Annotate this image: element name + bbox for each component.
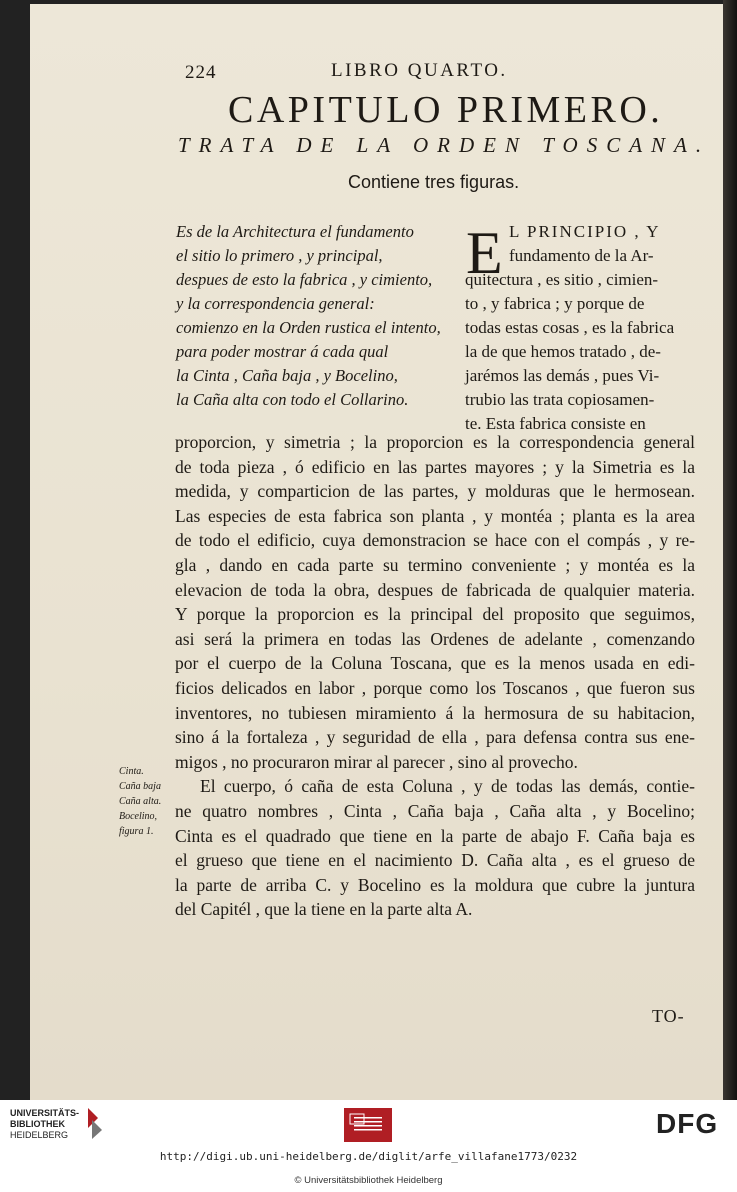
library-emblem-icon — [86, 1106, 104, 1140]
verse-line: la Cinta , Caña baja , y Bocelino, — [176, 366, 398, 385]
library-name-2: BIBLIOTHEK — [10, 1119, 65, 1129]
text-line: por el cuerpo de la Coluna Toscana, que es la menos usada en edi- — [175, 653, 695, 674]
text-line: el grueso que tiene en el nacimiento D. Caña alta , es el grueso de — [175, 850, 695, 871]
permalink[interactable]: http://digi.ub.uni-heidelberg.de/diglit/arfe_villafane1773/0232 — [159, 1150, 578, 1163]
text-line: sino á la fortaleza , y seguridad de ella , para defensa contra sus ene- — [175, 727, 695, 748]
marginal-notes — [119, 764, 161, 839]
verse-line: Es de la Architectura el fundamento — [176, 222, 414, 241]
marginal-note: Caña alta. — [119, 796, 162, 807]
text-line: Las especies de esta fabrica son planta , y montéa ; planta es la area — [175, 505, 695, 526]
text-line: trubio las trata copiosamen- — [465, 390, 655, 409]
text-line: de todo el edificio, cuya demonstracion se hace con el compás , y re- — [175, 530, 695, 551]
library-logo[interactable] — [10, 1108, 79, 1141]
marginal-note: figura 1. — [119, 826, 154, 837]
project-logo-icon[interactable] — [344, 1108, 392, 1142]
text-line: quitectura , es sitio , cimien- — [465, 270, 659, 289]
text-line: to , y fabrica ; y porque de — [465, 294, 645, 313]
text-line: ne quatro nombres , Cinta , Caña baja , Caña alta , y Bocelino; — [175, 800, 695, 821]
verse-epigraph — [176, 220, 441, 412]
running-head: LIBRO QUARTO. — [331, 60, 508, 81]
text-line: la de que hemos tratado , de- — [465, 342, 661, 361]
text-line: migos , no procuraron mirar al parecer , sino al provecho. — [175, 751, 578, 772]
text-line: asi será la primera en todas las Ordenes de adelante , comenzando — [175, 628, 695, 649]
drop-cap: E — [466, 220, 503, 286]
verse-line: despues de esto la fabrica , y cimiento, — [176, 270, 433, 289]
funder-logo[interactable]: DFG — [656, 1108, 719, 1139]
verse-line: comienzo en la Orden rustica el intento, — [176, 318, 441, 337]
verse-line: y la correspondencia general: — [176, 294, 375, 313]
copyright: © Universitätsbibliothek Heidelberg — [294, 1175, 443, 1186]
text-line: jarémos las demás , pues Vi- — [465, 366, 660, 385]
catchword: TO- — [652, 1006, 685, 1026]
marginal-note: Caña baja — [119, 781, 161, 792]
figure-note: Contiene tres figuras. — [348, 172, 520, 192]
body-text — [175, 430, 695, 922]
page-number: 224 — [185, 62, 217, 83]
text-line: elevacion de toda la obra, despues de fabricada de qualquier materia. — [175, 579, 695, 600]
text-line: gla , dando en cada parte su termino conveniente ; y montéa es la — [175, 554, 695, 575]
marginal-note: Cinta. — [119, 766, 144, 777]
text-line: fundamento de la Ar- — [509, 246, 654, 265]
verse-line: el sitio lo primero , y principal, — [176, 246, 383, 265]
chapter-title: CAPITULO PRIMERO. — [228, 89, 664, 131]
text-line: te. Esta fabrica consiste en — [465, 414, 646, 433]
text-line: El cuerpo, ó caña de esta Coluna , y de todas las demás, contie- — [200, 776, 695, 797]
viewer-footer — [0, 1100, 737, 1192]
opening-column — [465, 220, 693, 436]
text-line: del Capitél , que la tiene en la parte alta A. — [175, 899, 473, 920]
chapter-subtitle: TRATA DE LA ORDEN TOSCANA. — [178, 133, 711, 157]
book-edge — [723, 0, 737, 1100]
text-line: Y porque la proporcion es la principal del proposito que seguimos, — [175, 604, 695, 625]
text-line: L PRINCIPIO , Y — [509, 222, 661, 241]
text-line: ficios delicados en labor , porque como los Toscanos , que fueron sus — [175, 677, 695, 698]
marginal-note: Bocelino, — [119, 811, 158, 822]
text-line: inventores, no tubiesen miramiento á la hermosura de su habitacion, — [175, 702, 695, 723]
text-line: la parte de arriba C. y Bocelino es la moldura que cubre la juntura — [175, 874, 695, 895]
text-line: proporcion, y simetria ; la proporcion es la correspondencia general — [175, 432, 695, 452]
text-line: medida, y comparticion de las partes, y molduras que le hermosean. — [175, 481, 695, 502]
text-line: todas estas cosas , es la fabrica — [465, 318, 675, 337]
verse-line: para poder mostrar á cada qual — [176, 342, 389, 361]
text-line: Cinta es el quadrado que tiene en la parte de abajo F. Caña baja es — [175, 825, 695, 846]
library-name-1: UNIVERSITÄTS- — [10, 1108, 80, 1118]
verse-line: la Caña alta con todo el Collarino. — [176, 390, 409, 409]
library-name-3: HEIDELBERG — [10, 1130, 69, 1140]
text-line: de toda pieza , ó edificio en las partes mayores ; y la Simetria es la — [175, 456, 695, 477]
